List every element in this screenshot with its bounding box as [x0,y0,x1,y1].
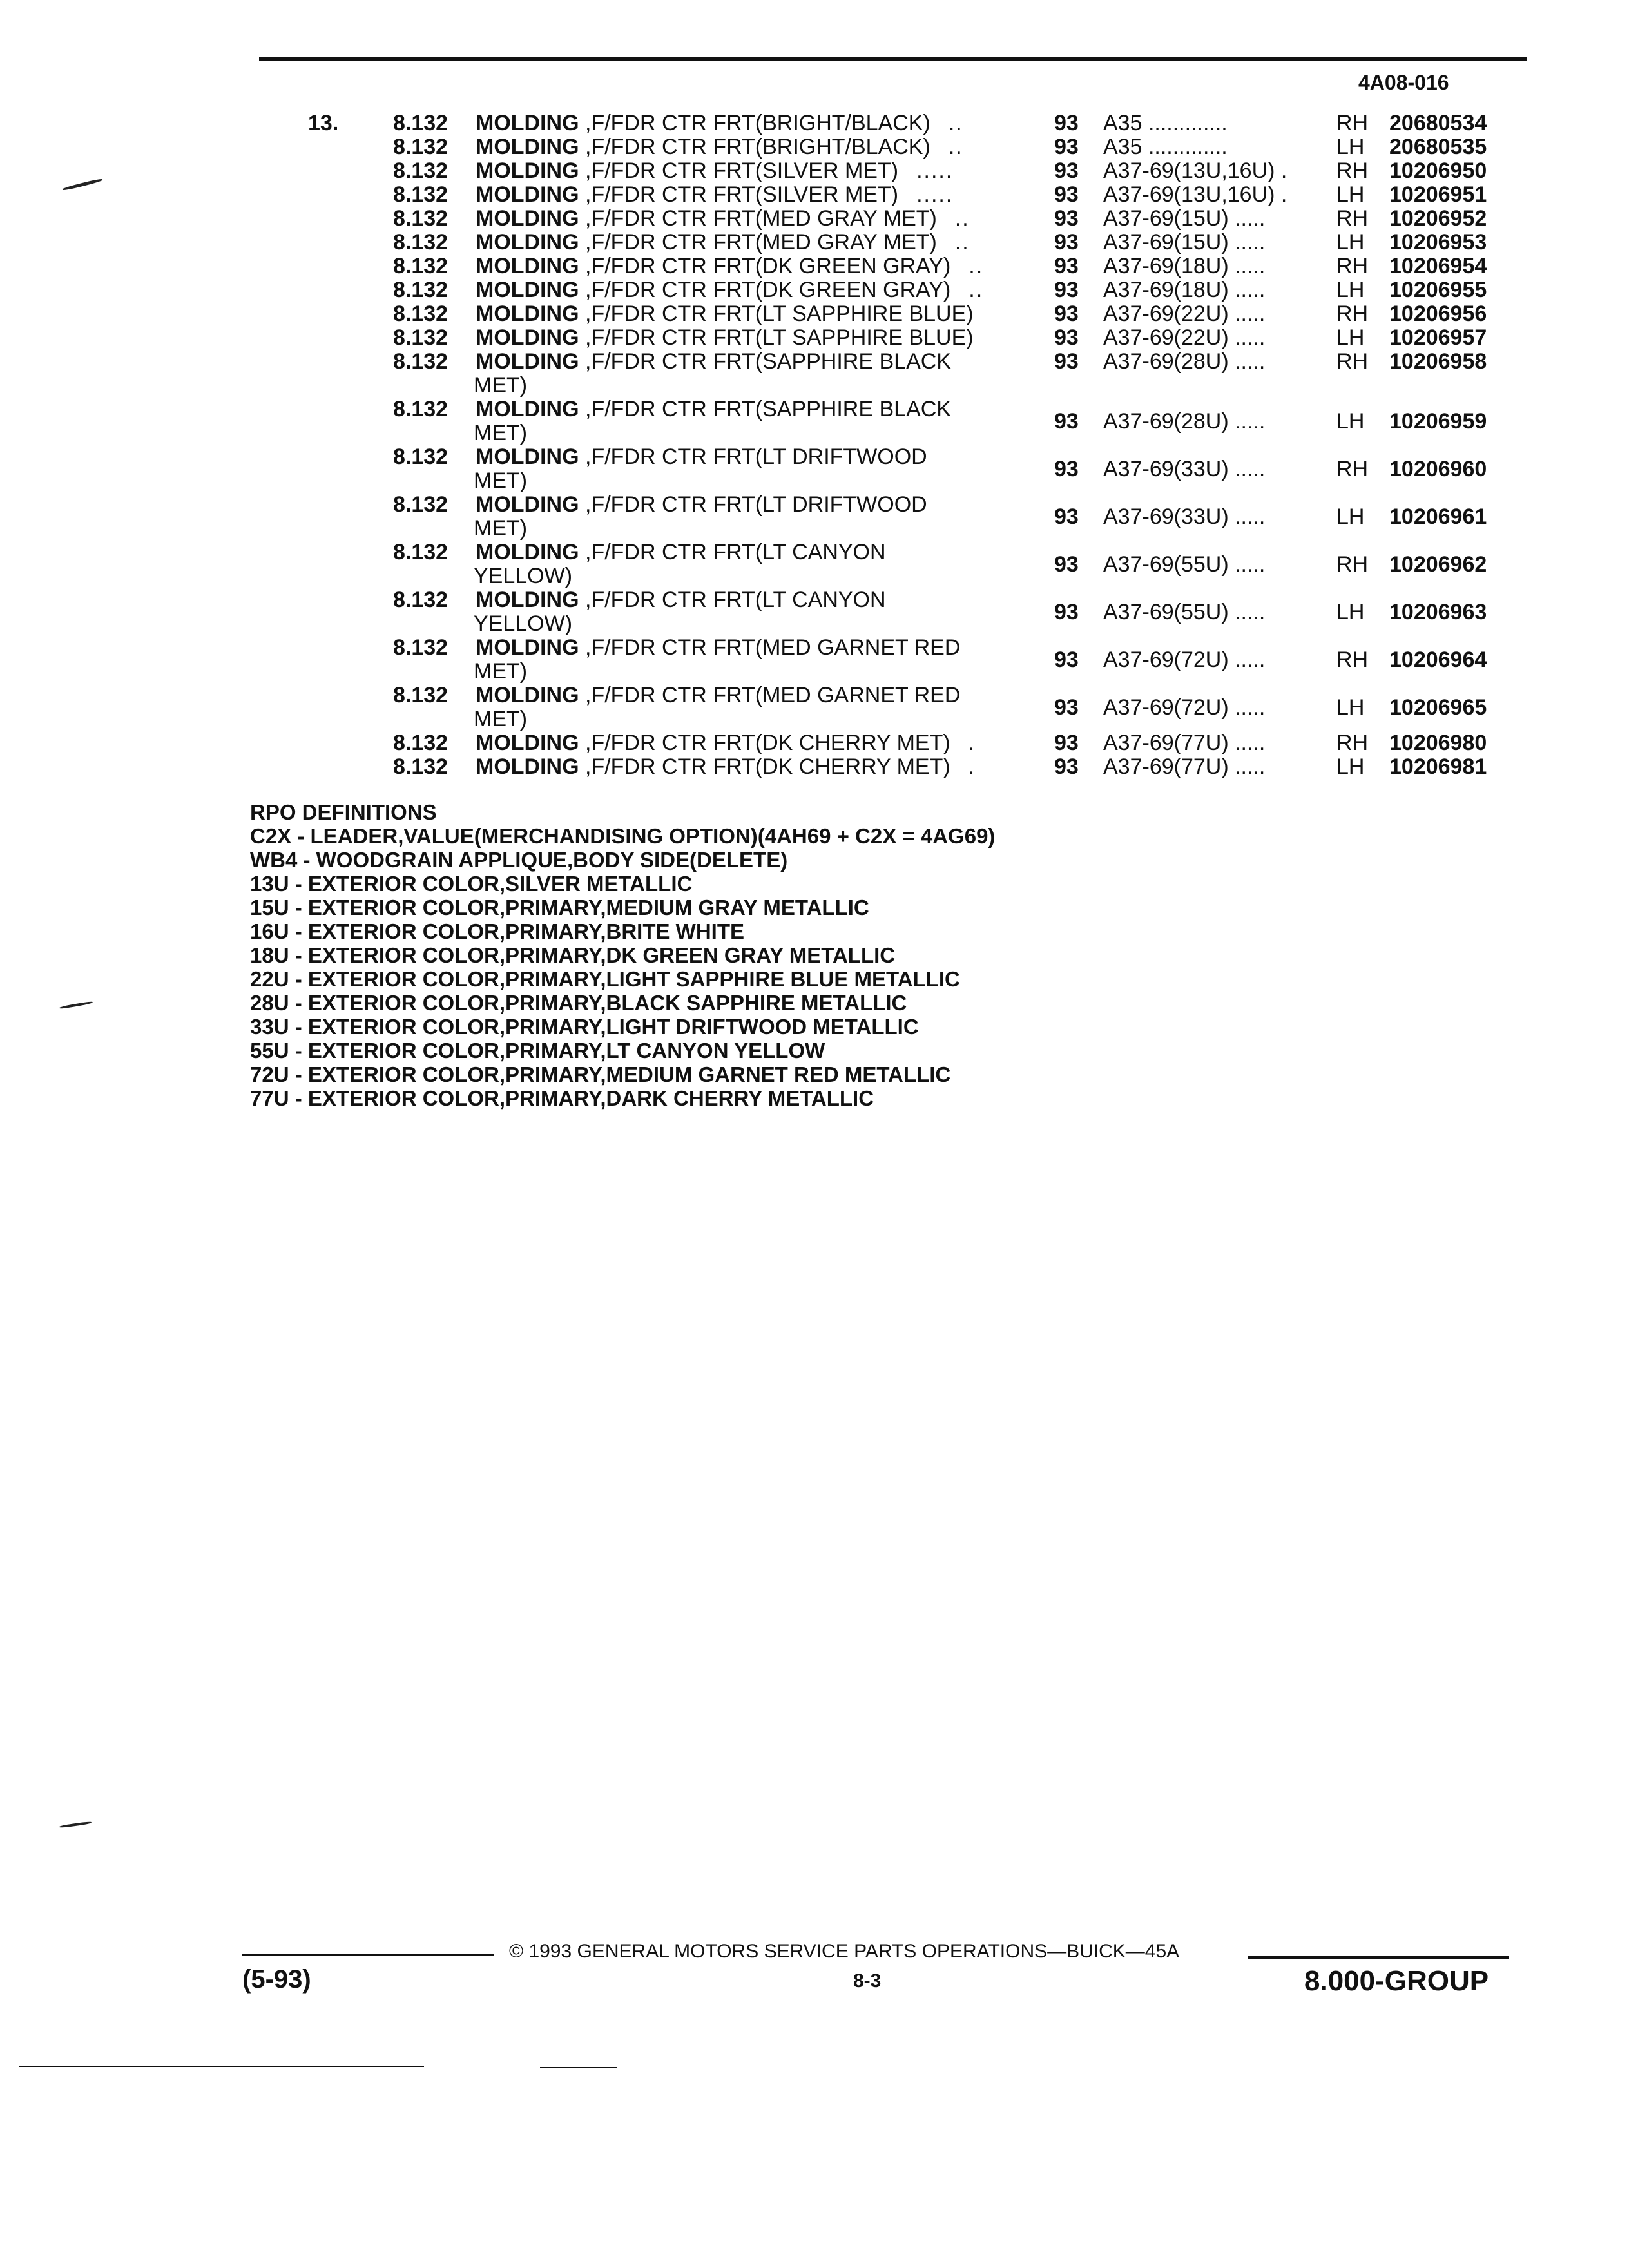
rpo-line: 33U - EXTERIOR COLOR,PRIMARY,LIGHT DRIFTWOOD METALLIC [250,1015,919,1039]
part-name: MOLDING [476,325,579,350]
group-number: 8.132 [393,206,448,231]
parts-list [0,111,1629,778]
group-number: 8.132 [393,254,448,278]
dot-leader: .. [954,206,970,231]
model-code: A37-69(28U) ..... [1103,349,1266,374]
rpo-line: 18U - EXTERIOR COLOR,PRIMARY,DK GREEN GRAY METALLIC [250,943,896,967]
table-row [0,635,1629,683]
table-row [0,325,1629,349]
model-code: A37-69(33U) ..... [1103,457,1266,481]
rpo-line: 22U - EXTERIOR COLOR,PRIMARY,LIGHT SAPPHIRE BLUE METALLIC [250,967,960,991]
table-row [0,445,1629,492]
side-indicator: RH [1336,648,1369,672]
side-indicator: RH [1336,159,1369,183]
top-rule [259,57,1527,61]
part-description [476,635,960,660]
table-row [0,540,1629,588]
model-year: 93 [1054,111,1079,135]
rpo-line: 55U - EXTERIOR COLOR,PRIMARY,LT CANYON YELLOW [250,1039,825,1062]
group-number: 8.132 [393,135,448,159]
part-description [476,159,953,183]
table-row [0,254,1629,278]
part-description [476,397,951,421]
part-detail: ,F/FDR CTR FRT(DK CHERRY MET) [579,731,950,755]
part-number: 20680535 [1389,135,1487,159]
footer-page-number: 8-3 [853,1970,882,1992]
model-code: A37-69(22U) ..... [1103,302,1266,326]
model-code: A37-69(13U,16U) . [1103,159,1287,183]
part-number: 10206963 [1389,600,1487,624]
part-number: 10206962 [1389,552,1487,577]
model-code: A37-69(77U) ..... [1103,754,1266,779]
part-detail: ,F/FDR CTR FRT(MED GRAY MET) [579,206,937,231]
model-code: A37-69(72U) ..... [1103,695,1266,720]
footer-rule-right [1248,1956,1509,1959]
part-description-continued: MET) [474,468,528,493]
figure-number: 13. [308,111,339,135]
group-number: 8.132 [393,540,448,564]
side-indicator: LH [1336,600,1365,624]
part-name: MOLDING [476,159,579,183]
model-year: 93 [1054,409,1079,434]
model-code: A37-69(77U) ..... [1103,731,1266,755]
dot-leader: ..... [916,182,954,207]
group-number: 8.132 [393,230,448,255]
model-year: 93 [1054,230,1079,255]
scan-mark [59,1821,92,1829]
part-description-continued: MET) [474,516,528,541]
part-number: 10206960 [1389,457,1487,481]
part-description [476,754,976,779]
side-indicator: LH [1336,505,1365,529]
table-row [0,588,1629,635]
part-description [476,302,974,326]
bottom-rule [19,2066,424,2067]
bottom-rule-short [540,2067,617,2068]
part-description-continued: MET) [474,707,528,731]
part-description [476,588,886,612]
model-code: A37-69(55U) ..... [1103,552,1266,577]
side-indicator: LH [1336,278,1365,302]
table-row [0,278,1629,302]
group-number: 8.132 [393,182,448,207]
dot-leader: . [968,754,976,779]
model-code: A37-69(28U) ..... [1103,409,1266,434]
model-code: A37-69(55U) ..... [1103,600,1266,624]
part-name: MOLDING [476,683,579,707]
dot-leader: .. [948,111,963,135]
part-detail: ,F/FDR CTR FRT(MED GARNET RED [579,683,961,707]
rpo-definitions [250,800,995,1110]
page-code: 4A08-016 [1358,71,1449,94]
model-year: 93 [1054,254,1079,278]
side-indicator: RH [1336,111,1369,135]
part-name: MOLDING [476,135,579,159]
rpo-line: 77U - EXTERIOR COLOR,PRIMARY,DARK CHERRY METALLIC [250,1086,874,1110]
side-indicator: LH [1336,182,1365,207]
table-row [0,397,1629,445]
part-number: 10206981 [1389,754,1487,779]
part-number: 10206980 [1389,731,1487,755]
group-number: 8.132 [393,492,448,517]
part-name: MOLDING [476,492,579,517]
model-code: A37-69(18U) ..... [1103,254,1266,278]
side-indicator: RH [1336,731,1369,755]
table-row [0,159,1629,182]
model-year: 93 [1054,278,1079,302]
side-indicator: LH [1336,230,1365,255]
side-indicator: RH [1336,254,1369,278]
model-year: 93 [1054,600,1079,624]
model-year: 93 [1054,695,1079,720]
dot-leader: .. [969,254,984,278]
part-name: MOLDING [476,111,579,135]
table-row [0,754,1629,778]
part-detail: ,F/FDR CTR FRT(BRIGHT/BLACK) [579,135,930,159]
table-row [0,111,1629,135]
table-row [0,731,1629,754]
rpo-line: 28U - EXTERIOR COLOR,PRIMARY,BLACK SAPPHIRE METALLIC [250,991,907,1015]
model-year: 93 [1054,182,1079,207]
part-number: 10206958 [1389,349,1487,374]
part-number: 10206959 [1389,409,1487,434]
model-year: 93 [1054,349,1079,374]
part-description [476,492,927,517]
side-indicator: LH [1336,409,1365,434]
part-name: MOLDING [476,445,579,469]
model-year: 93 [1054,206,1079,231]
group-number: 8.132 [393,278,448,302]
part-name: MOLDING [476,754,579,779]
part-description [476,325,974,350]
group-number: 8.132 [393,731,448,755]
part-description [476,278,983,302]
model-code: A37-69(18U) ..... [1103,278,1266,302]
model-code: A37-69(15U) ..... [1103,230,1266,255]
part-description-continued: YELLOW) [474,564,573,588]
part-description [476,445,927,469]
part-number: 10206964 [1389,648,1487,672]
part-detail: ,F/FDR CTR FRT(LT CANYON [579,588,886,612]
rpo-line: 72U - EXTERIOR COLOR,PRIMARY,MEDIUM GARNET RED METALLIC [250,1062,951,1086]
side-indicator: RH [1336,349,1369,374]
rpo-line: 16U - EXTERIOR COLOR,PRIMARY,BRITE WHITE [250,919,744,943]
part-description [476,349,951,374]
model-year: 93 [1054,325,1079,350]
side-indicator: LH [1336,135,1365,159]
part-description [476,135,963,159]
part-number: 10206961 [1389,505,1487,529]
footer-rule-left [242,1954,494,1956]
rpo-line: 15U - EXTERIOR COLOR,PRIMARY,MEDIUM GRAY METALLIC [250,896,869,919]
part-name: MOLDING [476,588,579,612]
table-row [0,683,1629,731]
part-description [476,683,960,707]
side-indicator: RH [1336,206,1369,231]
part-name: MOLDING [476,540,579,564]
part-description-continued: MET) [474,421,528,445]
table-row [0,206,1629,230]
part-detail: ,F/FDR CTR FRT(DK GREEN GRAY) [579,254,951,278]
rpo-line: WB4 - WOODGRAIN APPLIQUE,BODY SIDE(DELETE) [250,848,788,872]
part-detail: ,F/FDR CTR FRT(LT DRIFTWOOD [579,492,927,517]
model-code: A35 ............. [1103,111,1228,135]
table-row [0,230,1629,254]
group-number: 8.132 [393,159,448,183]
group-number: 8.132 [393,397,448,421]
rpo-line: C2X - LEADER,VALUE(MERCHANDISING OPTION)(4AH69 + C2X = 4AG69) [250,824,996,848]
model-year: 93 [1054,457,1079,481]
part-detail: ,F/FDR CTR FRT(MED GARNET RED [579,635,961,660]
part-detail: ,F/FDR CTR FRT(SILVER MET) [579,182,899,207]
part-description [476,111,963,135]
part-description [476,230,970,255]
model-year: 93 [1054,302,1079,326]
model-code: A37-69(15U) ..... [1103,206,1266,231]
rpo-title: RPO DEFINITIONS [250,800,437,824]
side-indicator: LH [1336,695,1365,720]
group-number: 8.132 [393,635,448,660]
group-number: 8.132 [393,588,448,612]
part-detail: ,F/FDR CTR FRT(LT SAPPHIRE BLUE) [579,325,974,350]
table-row [0,302,1629,325]
part-number: 10206951 [1389,182,1487,207]
part-number: 10206952 [1389,206,1487,231]
group-number: 8.132 [393,349,448,374]
part-name: MOLDING [476,635,579,660]
model-year: 93 [1054,135,1079,159]
dot-leader: .. [969,278,984,302]
part-detail: ,F/FDR CTR FRT(SAPPHIRE BLACK [579,397,951,421]
part-name: MOLDING [476,206,579,231]
footer-group: 8.000-GROUP [1304,1965,1489,1997]
model-code: A37-69(13U,16U) . [1103,182,1287,207]
part-name: MOLDING [476,230,579,255]
part-name: MOLDING [476,397,579,421]
group-number: 8.132 [393,111,448,135]
part-detail: ,F/FDR CTR FRT(SAPPHIRE BLACK [579,349,951,374]
part-description [476,254,983,278]
part-number: 10206953 [1389,230,1487,255]
model-year: 93 [1054,159,1079,183]
model-year: 93 [1054,552,1079,577]
dot-leader: . [968,731,976,755]
part-name: MOLDING [476,302,579,326]
part-detail: ,F/FDR CTR FRT(LT SAPPHIRE BLUE) [579,302,974,326]
rpo-line: 13U - EXTERIOR COLOR,SILVER METALLIC [250,872,693,896]
footer-date: (5-93) [242,1965,311,1994]
side-indicator: RH [1336,552,1369,577]
part-number: 10206956 [1389,302,1487,326]
part-number: 20680534 [1389,111,1487,135]
model-year: 93 [1054,505,1079,529]
part-description [476,182,953,207]
part-description [476,206,970,231]
side-indicator: RH [1336,457,1369,481]
model-year: 93 [1054,648,1079,672]
part-name: MOLDING [476,349,579,374]
table-row [0,135,1629,159]
part-name: MOLDING [476,731,579,755]
model-year: 93 [1054,731,1079,755]
part-detail: ,F/FDR CTR FRT(MED GRAY MET) [579,230,937,255]
dot-leader: .. [948,135,963,159]
part-number: 10206965 [1389,695,1487,720]
part-description-continued: YELLOW) [474,611,573,636]
table-row [0,492,1629,540]
side-indicator: RH [1336,302,1369,326]
dot-leader: .. [954,230,970,255]
scan-mark [59,1001,93,1010]
group-number: 8.132 [393,325,448,350]
footer-copyright: © 1993 GENERAL MOTORS SERVICE PARTS OPERATIONS—BUICK—45A [509,1941,1180,1962]
part-number: 10206955 [1389,278,1487,302]
part-name: MOLDING [476,278,579,302]
part-description-continued: MET) [474,659,528,684]
table-row [0,182,1629,206]
model-code: A37-69(33U) ..... [1103,505,1266,529]
part-description-continued: MET) [474,373,528,398]
model-year: 93 [1054,754,1079,779]
part-detail: ,F/FDR CTR FRT(LT DRIFTWOOD [579,445,927,469]
model-code: A35 ............. [1103,135,1228,159]
model-code: A37-69(22U) ..... [1103,325,1266,350]
part-detail: ,F/FDR CTR FRT(LT CANYON [579,540,886,564]
part-number: 10206954 [1389,254,1487,278]
part-detail: ,F/FDR CTR FRT(DK GREEN GRAY) [579,278,951,302]
table-row [0,349,1629,397]
part-detail: ,F/FDR CTR FRT(BRIGHT/BLACK) [579,111,930,135]
group-number: 8.132 [393,445,448,469]
part-number: 10206957 [1389,325,1487,350]
model-code: A37-69(72U) ..... [1103,648,1266,672]
part-name: MOLDING [476,254,579,278]
part-detail: ,F/FDR CTR FRT(SILVER MET) [579,159,899,183]
group-number: 8.132 [393,683,448,707]
part-detail: ,F/FDR CTR FRT(DK CHERRY MET) [579,754,950,779]
group-number: 8.132 [393,302,448,326]
dot-leader: ..... [916,159,954,183]
part-description [476,731,976,755]
group-number: 8.132 [393,754,448,779]
side-indicator: LH [1336,325,1365,350]
part-number: 10206950 [1389,159,1487,183]
side-indicator: LH [1336,754,1365,779]
part-name: MOLDING [476,182,579,207]
part-description [476,540,886,564]
